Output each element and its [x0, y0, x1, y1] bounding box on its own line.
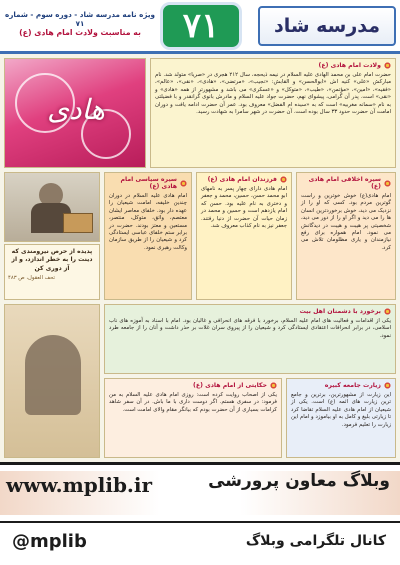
story-panel	[104, 378, 282, 458]
quote-source: تحف العقول، ص ۴۸۳	[8, 275, 55, 282]
political-head	[105, 173, 191, 191]
flower-icon	[384, 382, 391, 389]
calligraphy-image	[4, 58, 146, 168]
ethics-head	[297, 173, 395, 191]
weblog-title: وبلاگ معاون پرورشی	[208, 471, 390, 491]
side-image	[4, 304, 100, 458]
flower-icon	[270, 382, 277, 389]
story-body: یکی از اصحاب روایت کرده است: روزی امام هادی علیه السلام به من فرمود: در سفری هستم. اگر دوست داری با ما باش. در آن سفر شاهد کرامات بسیاری از آن حضرت بودم که بیانگر مقام والای امامت است.	[109, 392, 277, 413]
box-shape	[63, 213, 93, 233]
telegram-handle[interactable]: @mplib	[12, 531, 87, 552]
quote-box	[4, 244, 100, 300]
footer	[0, 462, 400, 565]
channel-label: کانال تلگرامی وبلاگ	[245, 533, 386, 549]
ethics-heading: سیره اخلاقی امام هادی (ع)	[308, 176, 381, 190]
pilgrim-heading: زیارت جامعه کبیره	[324, 382, 381, 389]
footer-divider	[0, 521, 400, 523]
story-head	[105, 379, 281, 390]
ethics-body: امام هادی(ع) خوش خوترین و راست گوترین مردم بود. کسی که او را از نزدیک می دید، خوش برخوردترین انسان ها را می دید و اگر او را از دور می دید، شخصیتی پر هیبت و هیبت در دیدگانش می نمود. امام همواره برای رفع نیازمندان و یاری مظلومان تلاش می کرد.	[301, 193, 391, 251]
flower-icon	[280, 176, 287, 183]
enemies-panel	[104, 304, 396, 374]
quote-text: پدیده از حرص نیرومندی که دینت را به خطر اندازد، و از آز دوری کن	[11, 248, 93, 272]
children-head	[197, 173, 291, 184]
issue-line: ویژه نامه مدرسه شاد - دوره سوم - شماره ۷۱	[4, 10, 156, 28]
ethics-panel	[296, 172, 396, 300]
political-heading: سیره سیاسی امام هادی (ع)	[120, 176, 177, 190]
children-heading: فرزندان امام هادی (ع)	[207, 176, 277, 183]
intro-body: حضرت امام علی بن محمد الهادی علیه السلام در نیمه ذیحجه، سال ۲۱۲ هجری در «صریا» متولد شد. نام مبارکش «علی» کنیه اش «ابوالحسن» و القابش: «نجیب»، «مرتضی»، «هادی»، «نقی»، «عالم»، «فقیه»، «امین»، «مؤتمن»، «طیب»، «متوکل» و «عسکری» می باشد و مشهورتر از همه «هادی» و «نقی» است. پدر آن گرامی، پیشوای نهم، حضرت جواد علیه السلام و مادرش بانوی گرانقدر و با فضیلتی به نام «سمانه مغربیه» است که به «سیده ام الفضل» معروف بود. عمر آن حضرت ادامه یافت و دوران امامت آن حضرت حدود ۳۳ سال بوده است. آن حضرت در شهر سامرا به شهادت رسید.	[155, 72, 391, 116]
figure-shape	[25, 335, 81, 415]
flower-icon	[384, 62, 391, 69]
children-body: امام هادی دارای چهار پسر به نامهای ابو محمد حسن، حسین، محمد و جعفر و دختری به نام علیه بود. حسن که امام یازدهم است و حسین و محمد در زمان حیات آن حضرت از دنیا رفتند. جعفر نیز به نام کذاب معروف شد.	[201, 186, 287, 230]
header	[0, 0, 400, 54]
enemies-body: یکی از اقدامات و فعالیت های امام علیه السلام، برخورد با فرقه های انحرافی و غالیان بود. امام با اسناد به آموزه های ناب اسلامی، در برابر انحرافات اعتقادی ایستادگی کرد و شیعیان را از پیروی سران غلات بر حذر داشت و آنان را از جامعه طرد نمود.	[109, 318, 391, 339]
flower-icon	[384, 308, 391, 315]
pilgrim-body: این زیارت از مشهورترین، برترین و جامع ترین زیارت های ائمه (ع) است. یکی از شیعیان از امام هادی علیه السلام تقاضا کرد تا زیارتی بلیغ و کامل به او بیاموزد و امام این زیارت را تعلیم فرمود.	[291, 392, 391, 428]
intro-heading: ولادت امام هادی (ع)	[318, 62, 381, 69]
occasion-line: به مناسبت ولادت امام هادی (ع)	[19, 28, 141, 37]
issue-number-badge	[160, 2, 242, 50]
calligraphy-text: هادی	[47, 93, 105, 126]
photo-image	[4, 172, 100, 242]
story-heading: حکایتی از امام هادی (ع)	[193, 382, 267, 389]
title-box	[258, 6, 396, 46]
flower-icon	[180, 180, 187, 187]
intro-panel	[150, 58, 396, 168]
pilgrim-panel	[286, 378, 396, 458]
site-link[interactable]: www.mplib.ir	[6, 473, 153, 497]
issue-number: ۷۱	[182, 6, 220, 46]
flower-icon	[384, 180, 391, 187]
pilgrim-head	[287, 379, 395, 390]
political-panel	[104, 172, 192, 300]
political-body: امام هادی علیه السلام در دوران چندین خلیفه، امامت شیعیان را عهده دار بود. خلفای معاصر ایشان معتصم، واثق، متوکل، منتصر، مستعین و معتز بودند. حضرت در برابر ستم خلفای عباسی ایستادگی کرد و شیعیان را از طریق سازمان وکالت رهبری نمود.	[109, 193, 187, 251]
intro-head	[151, 59, 395, 70]
page-title: مدرسه شاد	[273, 15, 381, 37]
enemies-heading: برخورد با دشمنان اهل بیت	[299, 308, 381, 315]
children-panel	[196, 172, 292, 300]
enemies-head	[105, 305, 395, 316]
